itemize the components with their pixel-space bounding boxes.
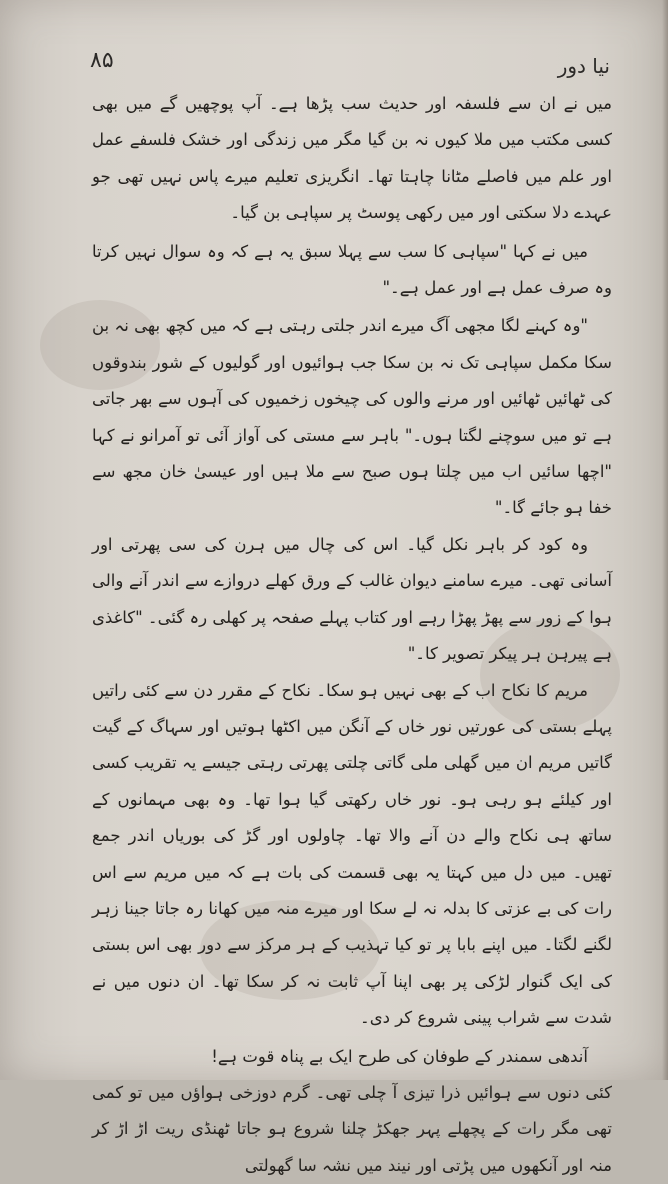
- paragraph: کئی دنوں سے ہوائیں ذرا تیزی آ چلی تھی۔ گرم دوزخی ہواؤں میں تو کمی تھی مگر رات کے پچھلے پہر جھکڑ چلنا شروع ہو جاتا ٹھنڈی ریت اڑ اڑ کر منہ اور آنکھوں میں پڑتی اور نیند میں نشہ سا گھولتی: [92, 1082, 612, 1175]
- paragraph: مریم کا نکاح اب کے بھی نہیں ہو سکا۔ نکاح کے مقرر دن سے کئی راتیں پہلے بستی کی عورتیں نور خاں کے آنگن میں اکٹھا ہوتیں اور سہاگ کے گیت گاتیں مریم ان میں گھلی ملی گاتی چلتی پھرتی رہتی جیسے یہ تقریب کسی اور کیلئے ہو رہی ہو۔ نور خاں رکھتی گیا ہوا تھا۔ وہ بھی مہمانوں کے ساتھ ہی نکاح والے دن آنے والا تھا۔ چاولوں اور گڑ کی بوریاں اندر جمع تھیں۔ میں دل میں کہتا یہ بھی قسمت کی بات ہے کہ میں مریم سے اس رات کی بے عزتی کا بدلہ نہ لے سکا اور میرے منہ میں کھانا رہ جاتا جینا زہر لگنے لگتا۔ میں اپنے بابا پر تو کیا تہذیب کے ہر مرکز سے دور بھی اس بستی کی ایک گنوار لڑکی پر بھی اپنا آپ ثابت نہ کر سکا تھا۔ ان دنوں میں نے شدت سے شراب پینی شروع کر دی۔: [92, 680, 612, 1028]
- scan-edge-shadow: [662, 0, 668, 1080]
- paragraph: "وہ کہنے لگا مجھی آگ میرے اندر جلتی رہتی ہے کہ میں کچھ بھی نہ بن سکا مکمل سپاہی تک نہ بن سکا جب ہوائیوں اور گولیوں کے شور بندوقوں کی ٹھائیں ٹھائیں اور مرنے والوں کی چیخوں زخمیوں کی آہوں سے بھر جاتی ہے تو میں سوچنے لگتا ہوں۔" باہر سے مستی کی آواز آئی تو آمرانو نے کہا "اچھا سائیں اب میں چلتا ہوں صبح سے ملا ہیں اور عیسیٰ خان مجھ سے خفا ہو جائے گا۔": [92, 316, 612, 518]
- paragraph: آندھی سمندر کے طوفان کی طرح ایک بے پناہ قوت ہے!: [211, 1046, 588, 1066]
- journal-title: نیا دور: [557, 54, 610, 78]
- paragraph: میں نے کہا "سپاہی کا سب سے پہلا سبق یہ ہے کہ وہ سوال نہیں کرتا وہ صرف عمل ہے اور عمل ہے۔": [92, 241, 612, 298]
- paragraph: میں نے ان سے فلسفہ اور حدیث سب پڑھا ہے۔ آپ پوچھیں گے میں بھی کسی مکتب میں ملا کیوں نہ بن گیا مگر میں زندگی اور خشک فلسفے عمل اور علم میں فاصلے مٹانا چاہتا تھا۔ انگریزی تعلیم میرے پاس نہیں تھی جو عہدے دلا سکتی اور میں رکھی پوسٹ پر سپاہی بن گیا۔: [92, 94, 612, 223]
- running-head: [90, 48, 610, 88]
- paragraph: وہ کود کر باہر نکل گیا۔ اس کی چال میں ہرن کی سی پھرتی اور آسانی تھی۔ میرے سامنے دیوان غالب کے ورق کھلے دروازے سے اندر آنے والی ہوا کے زور سے پھڑ پھڑا رہے اور کتاب پہلے صفحہ پر کھلی رہ گئی۔ "کاغذی ہے پیرہن ہر پیکر تصویر کا۔": [92, 534, 612, 664]
- page-number: ۸۵: [90, 48, 114, 73]
- article-text: [92, 86, 612, 1184]
